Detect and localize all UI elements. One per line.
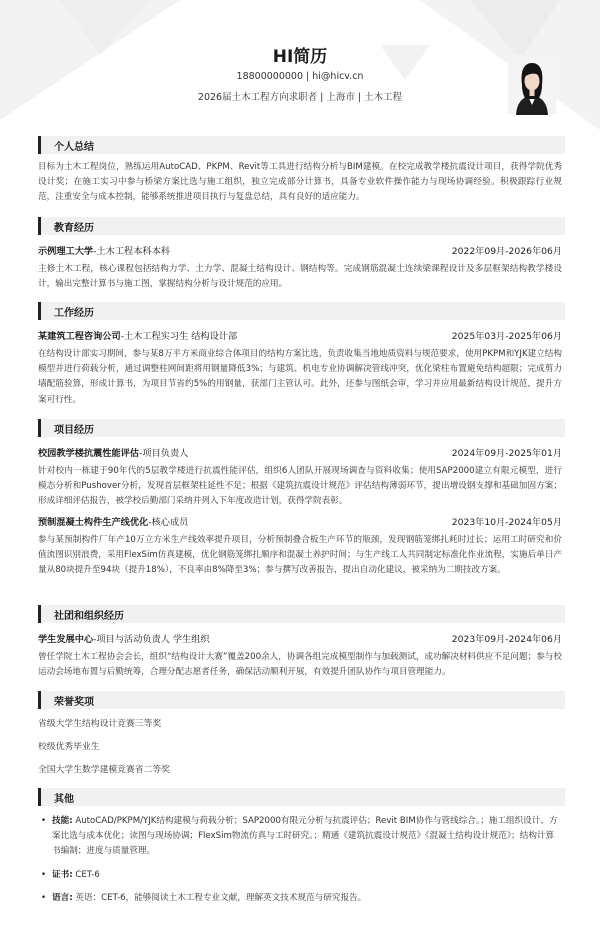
section-header-awards (38, 691, 565, 709)
campus-item-header (38, 631, 562, 646)
languages-label: 语言: (52, 892, 73, 903)
campus-role: -项目与活动负责人 学生组织 (93, 634, 210, 645)
education-desc: 主修土木工程，核心课程包括结构力学、土力学、混凝土结构设计、钢结构等。完成钢筋混凝土连续梁课程设计及多层框架结构教学楼设计，输出完整计算书与施工图，掌握结构分析与设计规范的应用。 (38, 264, 562, 290)
project-item (38, 445, 562, 510)
education-title (38, 243, 170, 257)
work-date: 2025年03月-2025年06月 (451, 331, 562, 342)
section-header-summary (38, 136, 565, 154)
certificates-text: CET-6 (72, 869, 100, 880)
school-name: 示例理工大学 (38, 246, 94, 257)
summary-block (38, 160, 562, 206)
education-date: 2022年09月-2026年06月 (451, 246, 562, 257)
education-item-header (38, 243, 562, 258)
project-item-header (38, 514, 562, 529)
work-item (38, 328, 562, 408)
skills-item (38, 814, 562, 860)
project-role: -核心成员 (148, 517, 189, 528)
project-name: 校园教学楼抗震性能评估 (38, 448, 140, 459)
project-desc: 针对校内一栋建于90年代的5层教学楼进行抗震性能评估，组织6人团队开展现场调查与资料收集；使用SAP2000建立有限元模型，进行模态分析和Pushover分析，发现首层框架柱延性不足；根据《建筑抗震设计规范》评估结构薄弱环节，提出增设钢支撑和基础加固方案；形成详细评估报告，被学校后勤部门采纳并列入下年度改造计划，获得学院表彰。 (38, 466, 562, 507)
project-title (38, 445, 188, 459)
section-title: 其他 (54, 794, 74, 805)
campus-date: 2023年09月-2024年06月 (451, 634, 562, 645)
company-name: 某建筑工程咨询公司 (38, 331, 121, 342)
resume-name: HI简历 (272, 47, 328, 67)
skills-label: 技能: (52, 816, 73, 826)
section-title: 社团和组织经历 (54, 611, 124, 622)
campus-desc: 曾任学院土木工程协会会长，组织“结构设计大赛”覆盖200余人，协调各组完成模型制作与加载测试，成功解决材料供应不足问题；参与校运动会场地布置与后勤统筹，合理分配志愿者任务，确保活动顺利开展，有效提升团队协作与项目管理能力。 (38, 652, 562, 678)
section-header-projects (38, 419, 565, 437)
org-name: 学生发展中心 (38, 634, 94, 645)
project-name: 预制混凝土构件生产线优化 (38, 517, 149, 528)
section-title: 工作经历 (54, 308, 94, 319)
job-intent: 2026届土木工程方向求职者 | 上海市 | 土木工程 (197, 92, 403, 103)
award-item: 省级大学生结构设计竞赛三等奖 (38, 719, 162, 729)
award-item: 全国大学生数学建模竞赛省二等奖 (38, 765, 170, 775)
project-desc: 参与某预制构件厂年产10万立方米生产线效率提升项目，分析预制叠合板生产环节的瓶颈，发现钢筋笼绑扎耗时过长；运用工时研究和价值流图识别浪费，采用FlexSim仿真建模，优化钢筋笼绑扎顺序和混凝土养护时间；与生产线工人共同制定标准化作业流程，实施后单日产量从80块提升至94块（提升18%），不良率由8%降至3%；参与撰写改善报告，提出自动化建议，被采纳为二期技改方案。 (38, 535, 562, 576)
work-item-header (38, 328, 562, 343)
campus-item (38, 631, 562, 680)
profile-photo (508, 55, 556, 115)
work-role: -土木工程实习生 结构设计部 (120, 331, 238, 342)
work-desc: 在结构设计部实习期间，参与某8万平方米商业综合体项目的结构方案比选，负责收集当地地质资料与规范要求，使用PKPM和YJK建立结构模型并进行荷载分析，通过调整柱网间距将用钢量降低3%；与建筑、机电专业协调解决管线冲突，优化梁柱布置避免结构超限；完成剪力墙配筋验算，形成计算书，为项目节省约5%的用钢量，获部门主管认可。此外，还参与图纸会审，学习并应用最新结构设计规范，提升方案可行性。 (38, 349, 562, 405)
campus-title (38, 631, 210, 645)
languages-item (38, 891, 562, 906)
section-title: 教育经历 (54, 223, 94, 234)
resume-header (0, 0, 600, 130)
languages-text: 英语：CET-6，能够阅读土木工程专业文献，理解英文技术规范与研究报告。 (72, 892, 367, 903)
section-header-campus (38, 605, 565, 623)
skills-text: AutoCAD/PKPM/YJK结构建模与荷载分析；SAP2000有限元分析与抗震评估；Revit BIM协作与管线综合。；施工组织设计、方案比选与成本优化；读图与现场协调；FlexSim物流仿真与工时研究。；精通《建筑抗震设计规范》《混凝土结构设计规范》；结构计算书编制；进度与质量管理。 (52, 816, 558, 857)
project-role: -项目负责人 (139, 448, 189, 459)
certificates-label: 证书: (52, 869, 73, 880)
section-title: 荣誉奖项 (54, 697, 94, 708)
project-item (38, 514, 562, 579)
section-header-others (38, 788, 565, 806)
project-date: 2023年10月-2024年05月 (451, 517, 562, 528)
education-item (38, 243, 562, 292)
section-header-work (38, 302, 565, 320)
project-date: 2024年09月-2025年01月 (451, 448, 562, 459)
project-title (38, 514, 188, 528)
awards-list (38, 717, 562, 786)
contact-info: 18800000000 | hi@hicv.cn (236, 71, 364, 82)
section-title: 个人总结 (54, 142, 94, 153)
summary-text: 目标为土木工程岗位，熟练运用AutoCAD、PKPM、Revit等工具进行结构分析与BIM建模。在校完成教学楼抗震设计项目，获得学院优秀设计奖；在施工实习中参与桥梁方案比选与施工组织，独立完成部分计算书，具备专业软件操作能力与现场协调经验。积极跟踪行业规范，注重安全与成本控制，能够系统推进项目执行与复盘总结，具有良好的适应能力。 (38, 162, 562, 203)
work-title (38, 328, 237, 342)
section-header-education (38, 217, 565, 235)
major: -土木工程本科本科 (93, 246, 170, 257)
award-item: 校级优秀毕业生 (38, 742, 100, 752)
section-title: 项目经历 (54, 425, 94, 436)
project-item-header (38, 445, 562, 460)
certificates-item (38, 868, 562, 883)
others-list (38, 814, 562, 906)
